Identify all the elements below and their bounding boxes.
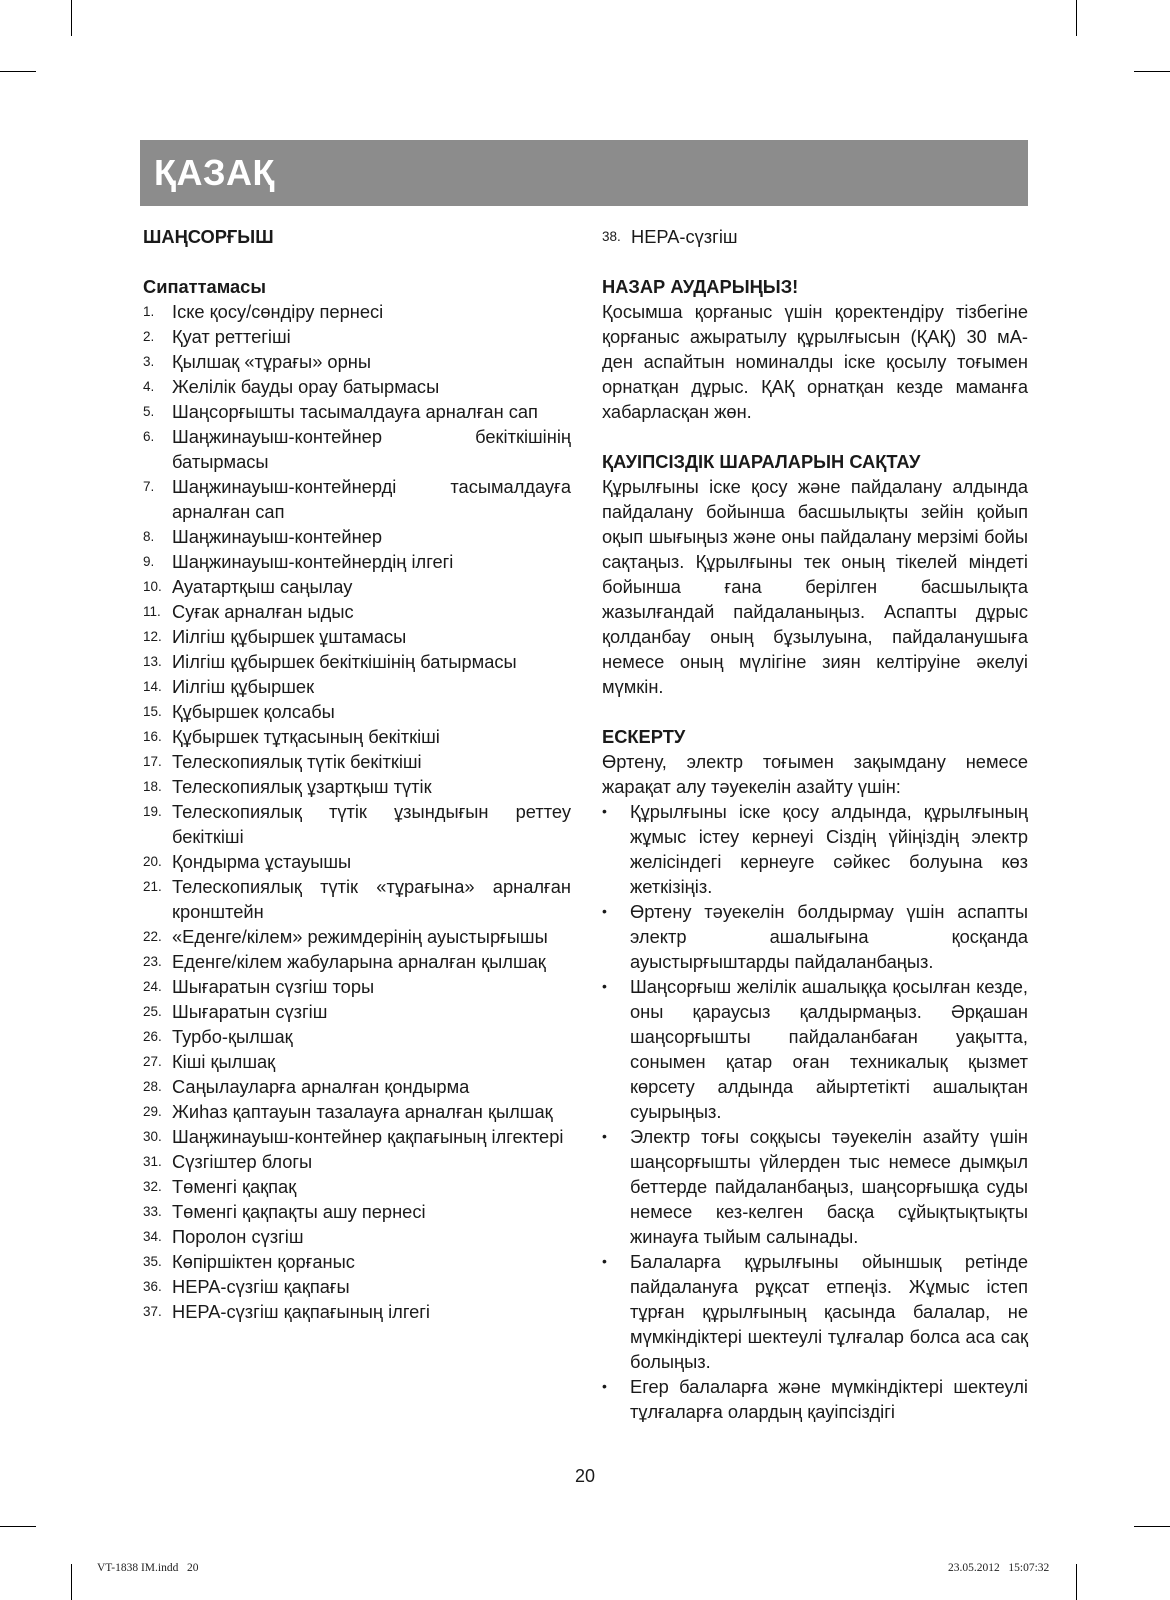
item-text: Шаңжинауыш-контейнердің ілгегі bbox=[172, 551, 454, 572]
item-text: Жиһаз қаптауын тазалауға арналған қылшақ bbox=[172, 1101, 553, 1122]
list-item bbox=[143, 599, 571, 624]
item-text: HEPA-сүзгіш қақпағының ілгегі bbox=[172, 1301, 430, 1322]
item-text: Шығаратын сүзгіш bbox=[172, 1001, 328, 1022]
item-number: 12. bbox=[143, 629, 162, 644]
section-title: ҚАЗАҚ bbox=[154, 152, 275, 193]
list-item bbox=[143, 849, 571, 874]
list-item bbox=[143, 999, 571, 1024]
item-number: 1. bbox=[143, 304, 155, 319]
bullet-icon: • bbox=[602, 978, 607, 994]
item-text: Телескопиялық түтік «тұрағына» арналған кронштейн bbox=[172, 876, 571, 922]
item-number: 11. bbox=[143, 604, 161, 619]
list-item bbox=[143, 399, 571, 424]
bullet-text: Шаңсорғыш желілік ашалыққа қосылған кезде, оны қараусыз қалдырмаңыз. Әрқашан шаңсорғышты пайдаланбаған уақытта, сонымен қатар оған техникалық қызмет көрсету алдында айыртетікті ашалықтан суырыңыз. bbox=[630, 976, 1028, 1122]
item-text: Суғак арналған ыдыс bbox=[172, 601, 354, 622]
item-number: 9. bbox=[143, 554, 155, 569]
item-text: Иілгіш құбыршек bbox=[172, 676, 315, 697]
bullet-text: Өртену тәуекелін болдырмау үшін аспапты электр ашалығына қосқанда ауыстырғыштарды пайдаланбаңыз. bbox=[630, 901, 1028, 972]
list-item bbox=[143, 574, 571, 599]
bullet-text: Электр тоғы соққысы тәуекелін азайту үшін шаңсорғышты үйлерден тыс немесе дымқыл беттерде пайдаланбаңыз, шаңсорғышқа суды немесе кез-келген басқа сұйықтықтықты жинауға тыйым салынады. bbox=[630, 1126, 1028, 1247]
bullet-icon: • bbox=[602, 803, 607, 819]
list-item bbox=[143, 974, 571, 999]
item-text: Қылшақ «тұрағы» орны bbox=[172, 351, 372, 372]
item-number: 24. bbox=[143, 979, 162, 994]
item-text: Іске қосу/сөндіру пернесі bbox=[172, 301, 384, 322]
safety-heading: ҚАУІПСІЗДІК ШАРАЛАРЫН САҚТАУ bbox=[602, 451, 921, 472]
list-item bbox=[143, 1124, 571, 1149]
bullet-icon: • bbox=[602, 1378, 607, 1394]
item-number: 6. bbox=[143, 429, 155, 444]
list-item bbox=[143, 1024, 571, 1049]
bullet-text: Құрылғыны іске қосу алдында, құрылғының жұмыс істеу кернеуі Сіздің үйіңіздің электр желісіндегі кернеуге сәйкес болуына көз жеткізіңіз. bbox=[630, 801, 1028, 897]
list-item bbox=[143, 674, 571, 699]
item-number: 26. bbox=[143, 1029, 162, 1044]
list-item bbox=[143, 1199, 571, 1224]
item-number: 33. bbox=[143, 1204, 162, 1219]
list-item bbox=[143, 1099, 571, 1124]
crop-mark bbox=[1134, 71, 1170, 72]
item-number: 10. bbox=[143, 579, 162, 594]
bullet-text: Егер балаларға және мүмкіндіктері шектеулі тұлғаларға олардың қауіпсіздігі bbox=[630, 1376, 1028, 1422]
safety-text: Құрылғыны іске қосу және пайдалану алдында пайдалану бойынша басшылықты зейін қойып оқып шығыңыз және оны пайдалану мерзімі бойы сақтаңыз. Құрылғыны тек оның тікелей міндеті бойынша ғана берілген басшылықта жазылғандай пайдаланыңыз. Аспапты дұрыс қолданбау оның бұзылуына, пайдаланушыға немесе оның мүлігіне зиян келтіруіне әкелуі мүмкін. bbox=[602, 476, 1028, 697]
item-text: Сүзгіштер блогы bbox=[172, 1151, 313, 1172]
list-item bbox=[143, 1274, 571, 1299]
item-text: Көпіршіктен қорғаныс bbox=[172, 1251, 355, 1272]
item-number: 28. bbox=[143, 1079, 162, 1094]
item-text: «Еденге/кілем» режимдерінің ауыстырғышы bbox=[172, 926, 548, 947]
list-item bbox=[143, 374, 571, 399]
bullet-icon: • bbox=[602, 903, 607, 919]
bullet-item bbox=[602, 899, 1028, 974]
list-item bbox=[143, 699, 571, 724]
item-text: Поролон сүзгіш bbox=[172, 1226, 304, 1247]
page-number: 20 bbox=[574, 1466, 596, 1486]
item-number: 36. bbox=[143, 1279, 162, 1294]
list-item bbox=[143, 1149, 571, 1174]
list-item bbox=[143, 549, 571, 574]
item-number: 37. bbox=[143, 1304, 162, 1319]
list-item bbox=[143, 1074, 571, 1099]
item-number: 21. bbox=[143, 879, 162, 894]
item-number: 18. bbox=[143, 779, 162, 794]
list-item bbox=[143, 524, 571, 549]
item-number: 35. bbox=[143, 1254, 162, 1269]
item-text: Саңылауларға арналған қондырма bbox=[172, 1076, 470, 1097]
item-number: 27. bbox=[143, 1054, 162, 1069]
item-number: 20. bbox=[143, 854, 162, 869]
list-item bbox=[143, 1249, 571, 1274]
product-heading: ШАҢСОРҒЫШ bbox=[143, 226, 274, 247]
list-item bbox=[143, 649, 571, 674]
item-number: 32. bbox=[143, 1179, 162, 1194]
item-number: 17. bbox=[143, 754, 162, 769]
list-item bbox=[143, 1174, 571, 1199]
bullet-item bbox=[602, 974, 1028, 1124]
bullet-text: Балаларға құрылғыны ойыншық ретінде пайдалануға рұқсат етпеңіз. Жұмыс істеп тұрған құрылғының қасында балалар, не мүмкіндіктері шектеулі тұлғалар болса аса сақ болыңыз. bbox=[630, 1251, 1028, 1372]
item-number: 31. bbox=[143, 1154, 162, 1169]
list-item bbox=[143, 624, 571, 649]
list-item bbox=[143, 799, 571, 849]
list-item bbox=[143, 324, 571, 349]
item-number: 14. bbox=[143, 679, 162, 694]
item-text: Қондырма ұстауышы bbox=[172, 851, 352, 872]
warning-intro: Өртену, электр тоғымен зақымдану немесе жарақат алу тәуекелін азайту үшін: bbox=[602, 751, 1028, 797]
description-heading: Сипаттамасы bbox=[143, 276, 266, 297]
item-number: 30. bbox=[143, 1129, 162, 1144]
right-column bbox=[602, 224, 1028, 1424]
list-item bbox=[143, 474, 571, 524]
left-column bbox=[143, 224, 571, 1324]
item-text: Ауатартқыш саңылау bbox=[172, 576, 353, 597]
item-text: Иілгіш құбыршек бекіткішінің батырмасы bbox=[172, 651, 517, 672]
item-text: Құбыршек тұтқасының бекіткіші bbox=[172, 726, 440, 747]
item-number: 19. bbox=[143, 804, 162, 819]
crop-mark bbox=[71, 1564, 72, 1600]
crop-mark bbox=[1076, 0, 1077, 36]
item-text: Шаңжинауыш-контейнер бекіткішінің батырмасы bbox=[172, 426, 571, 472]
item-text: Телескопиялық ұзартқыш түтік bbox=[172, 776, 432, 797]
list-item bbox=[143, 949, 571, 974]
list-item bbox=[143, 299, 571, 324]
list-item bbox=[143, 1224, 571, 1249]
item-number: 4. bbox=[143, 379, 155, 394]
item-number: 34. bbox=[143, 1229, 162, 1244]
crop-mark bbox=[0, 71, 36, 72]
print-slug-file: VT-1838 IM.indd 20 bbox=[97, 1562, 199, 1574]
bullet-item bbox=[602, 1249, 1028, 1374]
item-number: 3. bbox=[143, 354, 155, 369]
item-text: Шаңжинауыш-контейнерді тасымалдауға арналған сап bbox=[172, 476, 571, 522]
crop-mark bbox=[1076, 1564, 1077, 1600]
parts-list bbox=[143, 299, 571, 1324]
list-item bbox=[143, 349, 571, 374]
bullet-item bbox=[602, 1124, 1028, 1249]
item-number: 2. bbox=[143, 329, 155, 344]
bullet-item bbox=[602, 799, 1028, 899]
item-text: Қуат реттегіші bbox=[172, 326, 291, 347]
list-item bbox=[143, 1049, 571, 1074]
item-text: Шығаратын сүзгіш торы bbox=[172, 976, 375, 997]
item-number: 22. bbox=[143, 929, 162, 944]
item-text: Желілік бауды орау батырмасы bbox=[172, 376, 440, 397]
list-item bbox=[143, 874, 571, 924]
item-number: 38. bbox=[602, 229, 621, 244]
item-number: 25. bbox=[143, 1004, 162, 1019]
item-text: Құбыршек қолсабы bbox=[172, 701, 335, 722]
list-item bbox=[602, 224, 1028, 249]
item-number: 7. bbox=[143, 479, 155, 494]
item-text: Кіші қылшақ bbox=[172, 1051, 276, 1072]
item-number: 13. bbox=[143, 654, 162, 669]
attention-heading: НАЗАР АУДАРЫҢЫЗ! bbox=[602, 276, 799, 297]
item-text: HEPA-сүзгіш bbox=[631, 226, 738, 247]
bullet-icon: • bbox=[602, 1128, 607, 1144]
list-item bbox=[143, 1299, 571, 1324]
item-text: Еденге/кілем жабуларына арналған қылшақ bbox=[172, 951, 546, 972]
list-item bbox=[143, 774, 571, 799]
item-text: Шаңжинауыш-контейнер қақпағының ілгектері bbox=[172, 1126, 564, 1147]
item-number: 29. bbox=[143, 1104, 162, 1119]
item-text: Турбо-қылшақ bbox=[172, 1026, 293, 1047]
list-item bbox=[143, 424, 571, 474]
crop-mark bbox=[1134, 1526, 1170, 1527]
item-text: HEPA-сүзгіш қақпағы bbox=[172, 1276, 350, 1297]
crop-mark bbox=[71, 0, 72, 36]
list-item bbox=[143, 749, 571, 774]
item-number: 5. bbox=[143, 404, 155, 419]
item-number: 23. bbox=[143, 954, 162, 969]
warning-list bbox=[602, 799, 1028, 1424]
list-item bbox=[143, 724, 571, 749]
section-banner bbox=[140, 140, 1028, 206]
item-number: 8. bbox=[143, 529, 155, 544]
bullet-icon: • bbox=[602, 1253, 607, 1269]
list-item bbox=[143, 924, 571, 949]
crop-mark bbox=[0, 1526, 36, 1527]
item-number: 15. bbox=[143, 704, 162, 719]
parts-list-continued bbox=[602, 224, 1028, 249]
attention-text: Қосымша қорғаныс үшін қоректендіру тізбегіне қорғаныс ажыратылу құрылғысын (ҚАҚ) 30 мА-ден аспайтын номиналды іске қосылу тоғымен орнатқан дұрыс. ҚАҚ орнатқан кезде маманға хабарласқан жөн. bbox=[602, 301, 1028, 422]
bullet-item bbox=[602, 1374, 1028, 1424]
item-number: 16. bbox=[143, 729, 162, 744]
warning-heading: ЕСКЕРТУ bbox=[602, 726, 686, 747]
item-text: Иілгіш құбыршек ұштамасы bbox=[172, 626, 407, 647]
item-text: Телескопиялық түтік бекіткіші bbox=[172, 751, 422, 772]
item-text: Шаңжинауыш-контейнер bbox=[172, 526, 382, 547]
item-text: Шаңсорғышты тасымалдауға арналған сап bbox=[172, 401, 538, 422]
item-text: Телескопиялық түтік ұзындығын реттеу бекіткіші bbox=[172, 801, 571, 847]
item-text: Төменгі қақпақ bbox=[172, 1176, 297, 1197]
item-text: Төменгі қақпақты ашу пернесі bbox=[172, 1201, 426, 1222]
print-slug-date: 23.05.2012 15:07:32 bbox=[948, 1562, 1050, 1574]
